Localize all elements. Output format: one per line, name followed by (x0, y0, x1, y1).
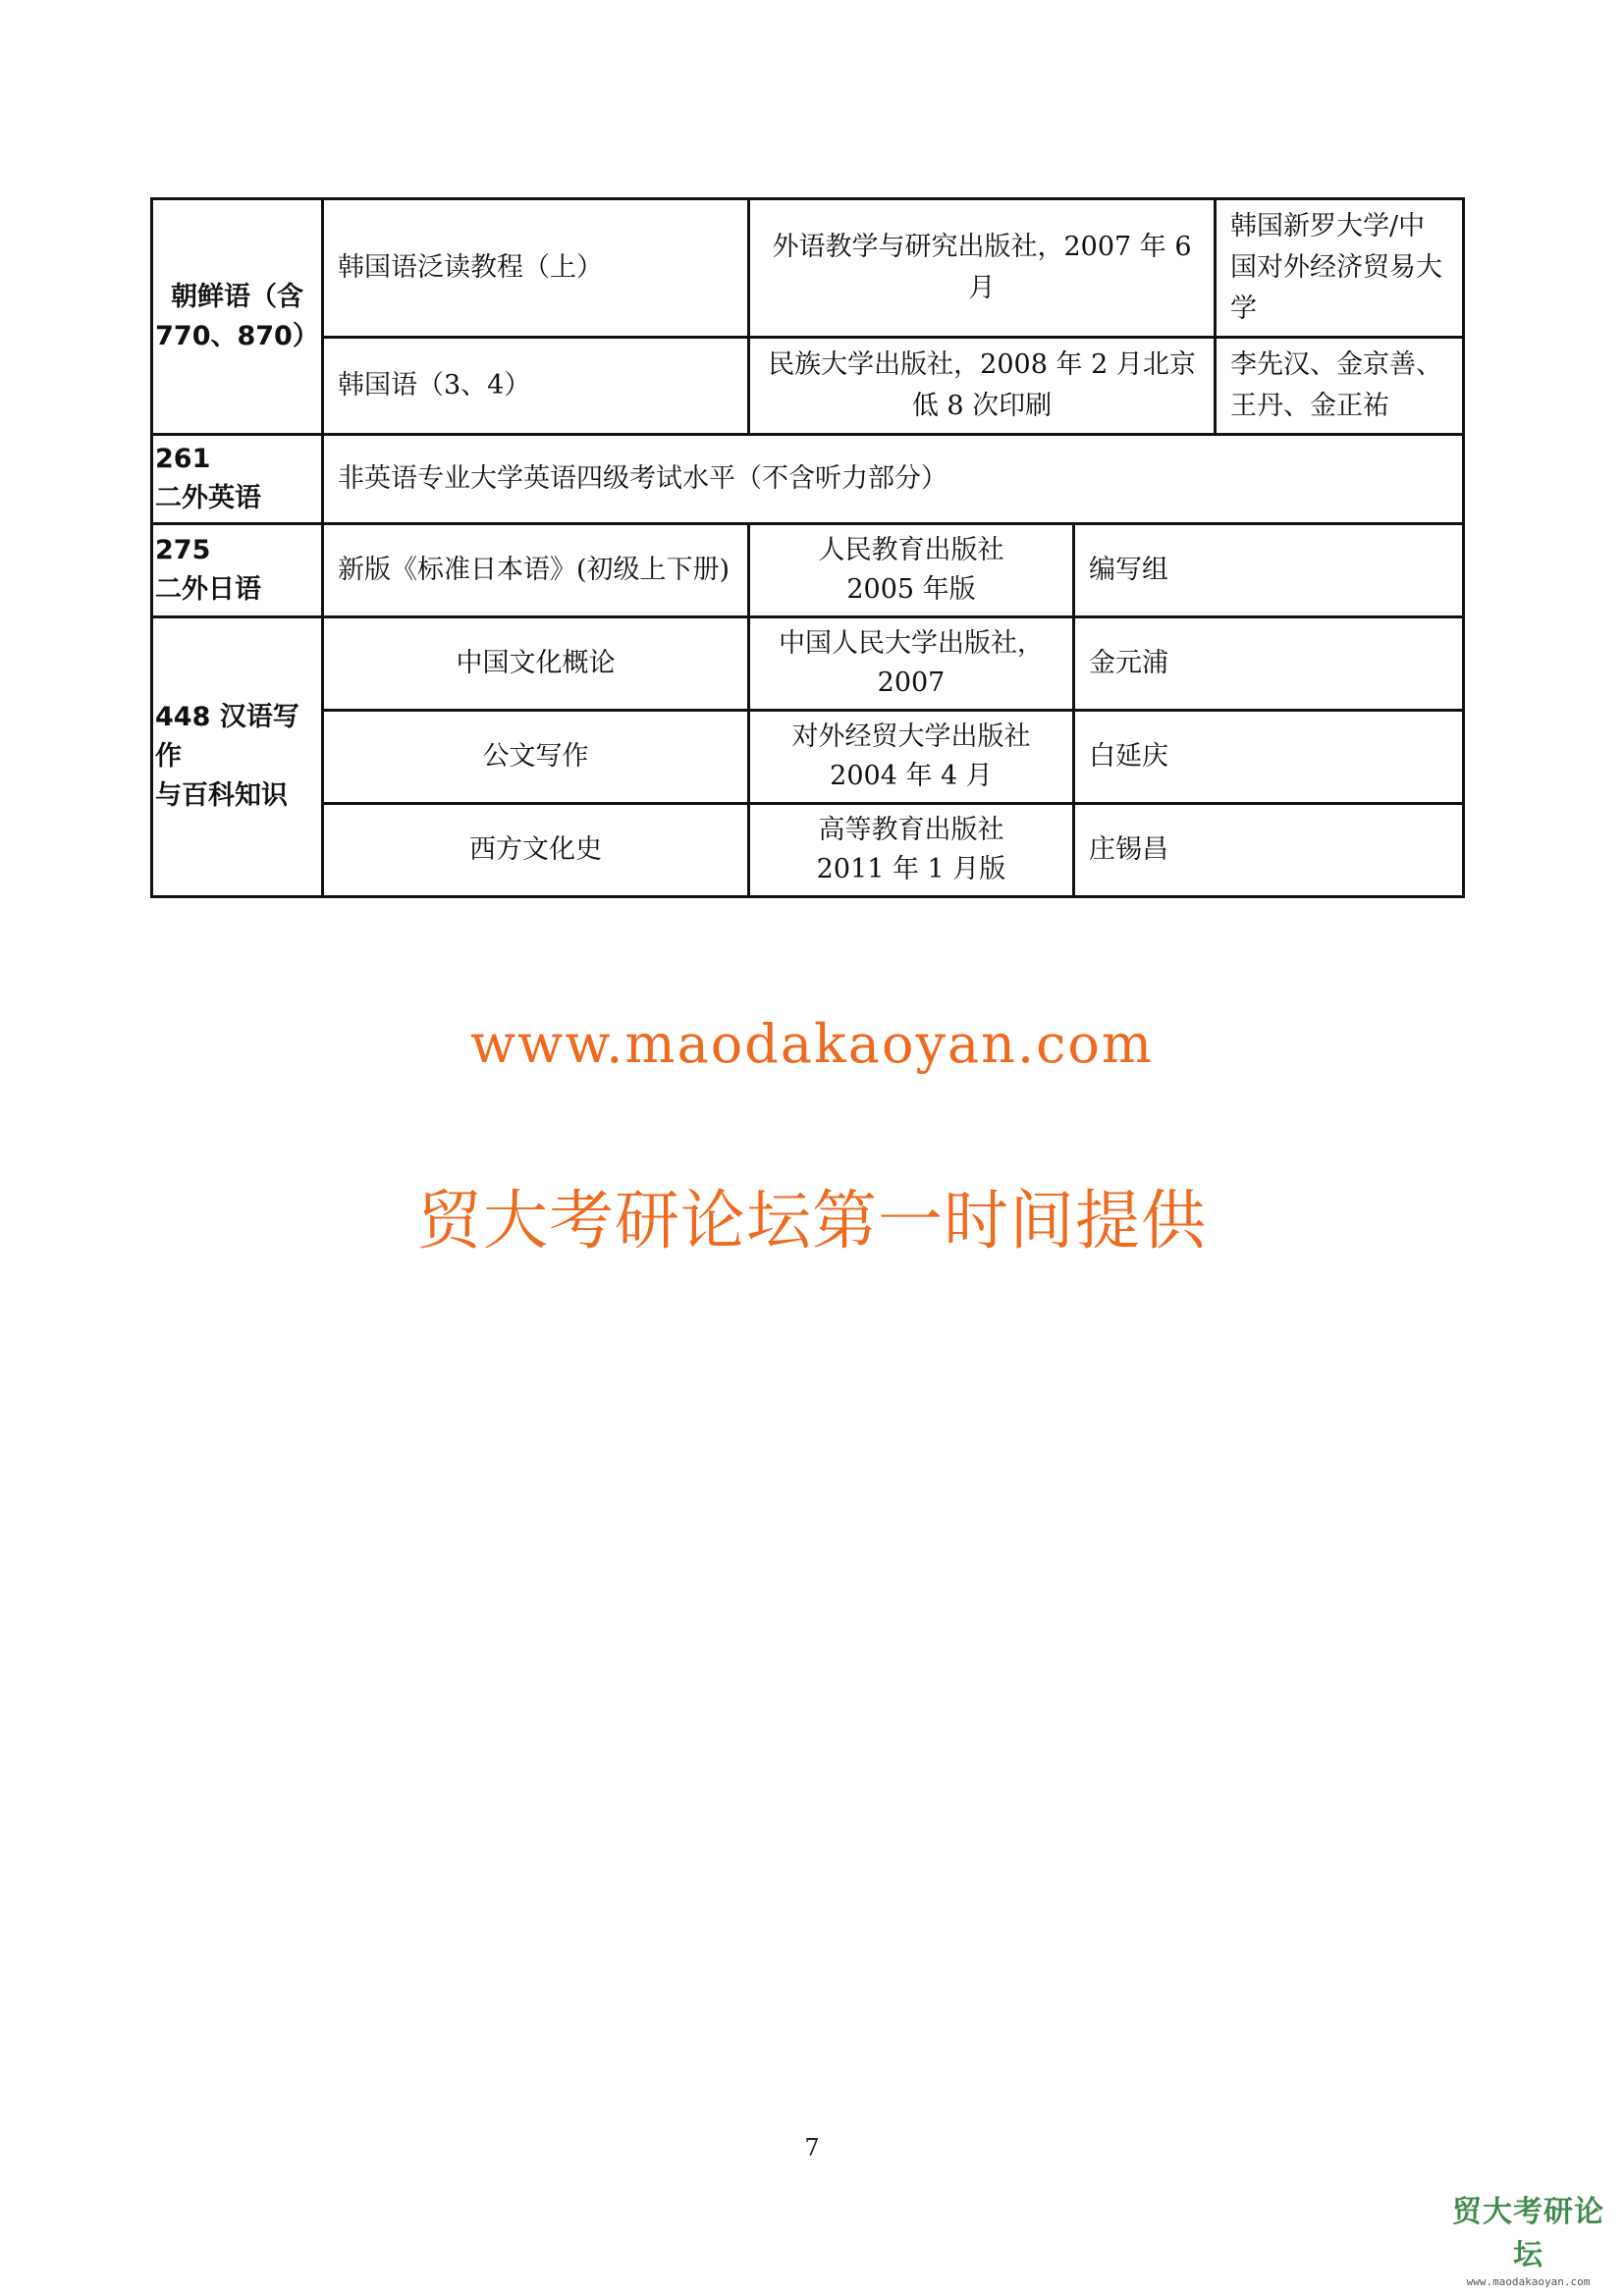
subject-label: 朝鲜语（含 (171, 281, 303, 312)
subject-label: 二外日语 (155, 574, 261, 605)
subject-label: 770、870） (155, 320, 319, 351)
watermark-url: www.maodakaoyan.com (469, 1013, 1155, 1075)
subject-label: 275 (155, 535, 211, 565)
book-author: 编写组 (1074, 524, 1464, 617)
book-title: 韩国语泛读教程（上） (323, 199, 749, 338)
subject-cell-chinese (152, 617, 323, 897)
table-row (152, 524, 1464, 617)
book-title: 中国文化概论 (323, 617, 749, 711)
book-publisher: 外语教学与研究出版社，2007 年 6 月 (749, 199, 1216, 338)
subject-label: 261 (155, 444, 211, 474)
subject-cell-korean (152, 199, 323, 435)
book-publisher: 人民教育出版社 2005 年版 (749, 524, 1074, 617)
forum-logo (1442, 2187, 1614, 2288)
subject-label: 448 汉语写作 (155, 702, 299, 772)
table-row (152, 435, 1464, 524)
table-row (152, 711, 1464, 804)
subject-label: 与百科知识 (155, 780, 288, 811)
book-publisher: 对外经贸大学出版社 2004 年 4 月 (749, 711, 1074, 804)
book-publisher: 中国人民大学出版社， 2007 (749, 617, 1074, 711)
book-title: 西方文化史 (323, 804, 749, 897)
book-author: 庄锡昌 (1074, 804, 1464, 897)
table-row (152, 804, 1464, 897)
subject-label: 二外英语 (155, 483, 261, 513)
book-author: 金元浦 (1074, 617, 1464, 711)
book-title: 韩国语（3、4） (323, 338, 749, 435)
book-title: 新版《标准日本语》(初级上下册) (323, 524, 749, 617)
book-title: 公文写作 (323, 711, 749, 804)
logo-text: 贸大考研论坛 (1452, 2195, 1604, 2272)
page-number: 7 (804, 2134, 820, 2162)
book-author: 白延庆 (1074, 711, 1464, 804)
table-row (152, 199, 1464, 338)
subject-cell-english (152, 435, 323, 524)
reference-books-table (150, 197, 1465, 898)
book-publisher: 高等教育出版社 2011 年 1 月版 (749, 804, 1074, 897)
table-row (152, 338, 1464, 435)
table-row (152, 617, 1464, 711)
watermark-text: 贸大考研论坛第一时间提供 (417, 1183, 1207, 1258)
exam-requirement: 非英语专业大学英语四级考试水平（不含听力部分） (323, 435, 1464, 524)
subject-cell-japanese (152, 524, 323, 617)
book-author: 韩国新罗大学/中国对外经济贸易大学 (1216, 199, 1464, 338)
book-publisher: 民族大学出版社，2008 年 2 月北京低 8 次印刷 (749, 338, 1216, 435)
logo-url: www.maodakaoyan.com (1466, 2275, 1591, 2288)
book-author: 李先汉、金京善、王丹、金正祐 (1216, 338, 1464, 435)
